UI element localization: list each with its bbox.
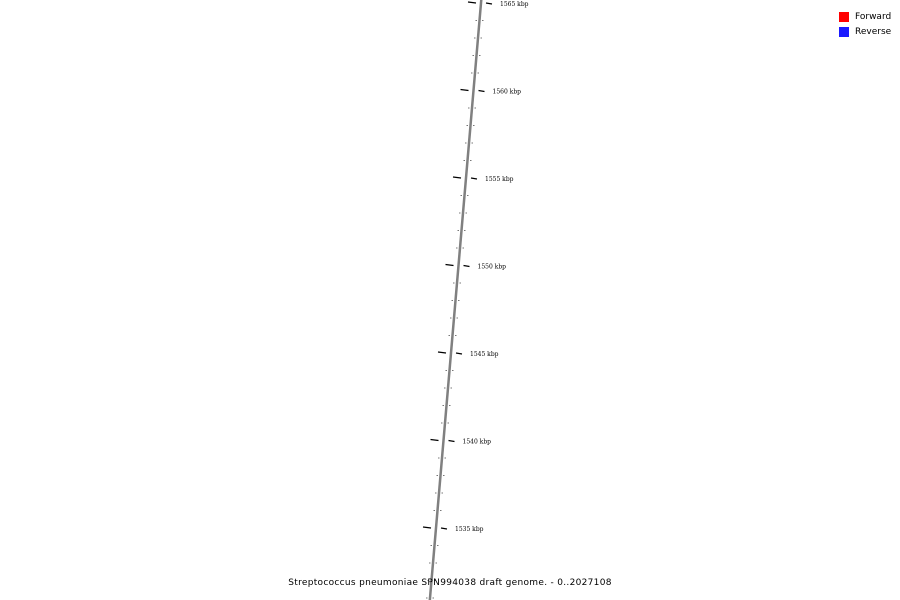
major-tick-mark-right <box>456 353 462 354</box>
major-tick-mark-right <box>449 441 455 442</box>
legend-swatch-forward <box>839 12 849 22</box>
major-tick <box>453 176 514 183</box>
legend-item-reverse <box>839 24 891 39</box>
tick-label: 1540 kbp <box>462 438 491 446</box>
major-tick <box>446 264 507 271</box>
major-tick-mark-right <box>486 3 492 4</box>
legend-label-forward: Forward <box>855 11 892 22</box>
major-tick-mark-right <box>471 178 477 179</box>
map-caption: Streptococcus pneumoniae SPN994038 draft genome. - 0..2027108 <box>288 578 612 588</box>
major-tick-mark-left <box>431 440 439 441</box>
major-tick-mark-left <box>446 265 454 266</box>
major-tick-mark-left <box>438 352 446 353</box>
genome-backbone <box>429 0 481 600</box>
major-tick-mark-left <box>461 90 469 91</box>
major-tick-mark-left <box>468 2 476 3</box>
major-tick-mark-left <box>423 527 431 528</box>
tick-label: 1565 kbp <box>500 1 529 8</box>
major-tick-mark-left <box>453 177 461 178</box>
major-tick <box>423 526 484 533</box>
major-tick <box>438 351 499 358</box>
major-tick <box>461 89 522 96</box>
legend-item-forward <box>839 9 891 24</box>
legend-label-reverse: Reverse <box>855 26 892 37</box>
major-tick <box>431 439 492 446</box>
tick-label: 1550 kbp <box>477 263 506 271</box>
major-tick-mark-right <box>479 91 485 92</box>
major-tick-mark-right <box>441 528 447 529</box>
legend <box>839 9 891 39</box>
major-tick-mark-right <box>464 266 470 267</box>
tick-label: 1555 kbp <box>485 176 514 183</box>
major-ticks <box>423 1 529 533</box>
tick-label: 1545 kbp <box>470 351 499 358</box>
major-tick <box>468 1 529 8</box>
tick-label: 1535 kbp <box>455 526 484 533</box>
tick-label: 1560 kbp <box>492 88 521 96</box>
legend-swatch-reverse <box>839 27 849 37</box>
